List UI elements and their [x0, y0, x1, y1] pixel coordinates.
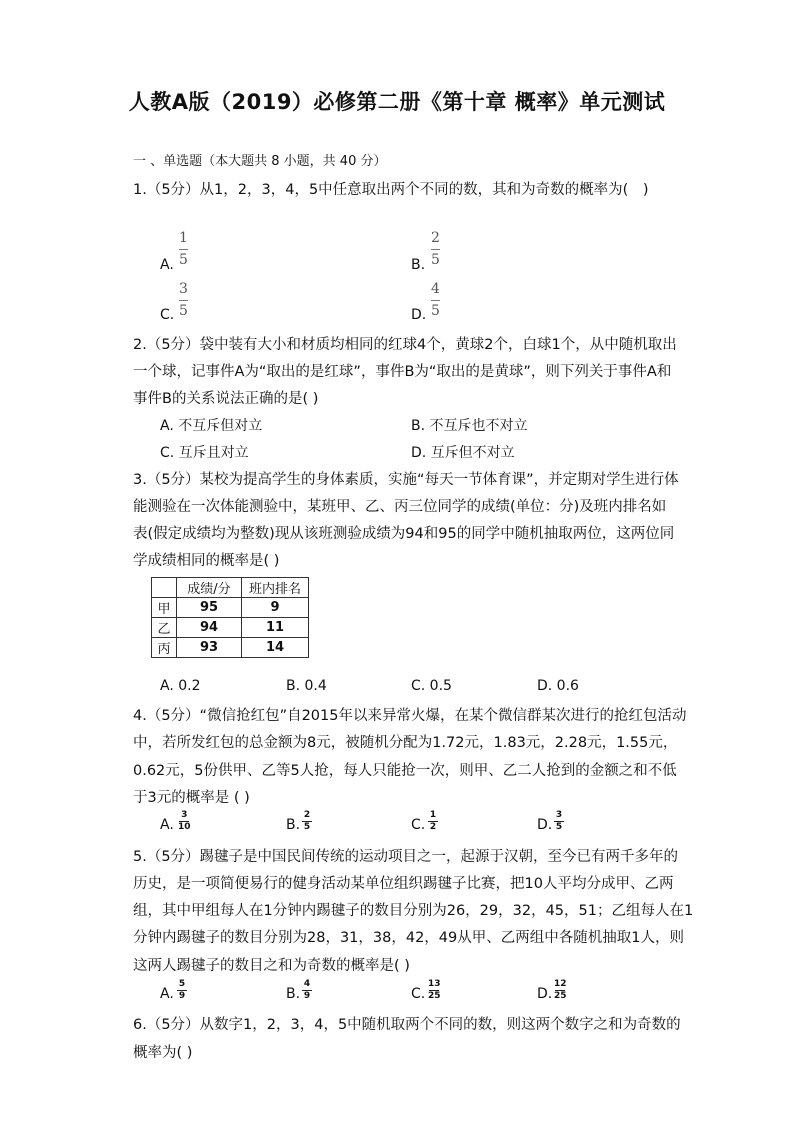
- q4-option-a-fraction: [178, 811, 191, 832]
- table-cell: 甲: [152, 598, 177, 618]
- table-cell: 94: [177, 618, 242, 638]
- fraction-bar: [431, 249, 440, 250]
- q1-option-a-fraction: [179, 231, 188, 267]
- table-row: [152, 638, 309, 658]
- fraction-denominator: 2: [429, 822, 437, 832]
- fraction-numerator: 3: [179, 281, 188, 297]
- fraction-denominator: 9: [303, 991, 311, 1001]
- q1-option-b-label: B.: [411, 257, 426, 273]
- q4-option-d-fraction: [554, 811, 564, 832]
- table-row: [152, 618, 309, 638]
- fraction-denominator: 5: [431, 303, 440, 319]
- q5-stem-line5: 这两人踢毽子的数目之和为奇数的概率是( ): [133, 958, 410, 974]
- q3-stem-line2: 能测验在一次体能测验中，某班甲、乙、丙三位同学的成绩(单位：分)及班内排名如: [133, 499, 667, 515]
- q1-option-d-label: D.: [411, 307, 427, 323]
- q2-stem-line1: 2.（5分）袋中装有大小和材质均相同的红球4个，黄球2个，白球1个，从中随机取出: [133, 337, 677, 353]
- q5-option-d-fraction: [554, 980, 567, 1001]
- fraction-denominator: 10: [178, 822, 191, 832]
- q1-option-c-fraction: [179, 282, 188, 318]
- q4-stem-line3: 0.62元，5份供甲、乙等5人抢，每人只能抢一次，则甲、乙二人抢到的金额之和不低: [133, 763, 677, 779]
- q5-stem-line4: 分钟内踢毽子的数目分别为28，31，38，42，49从甲、乙两组中各随机抽取1人，则: [133, 930, 684, 946]
- q4-stem-line1: 4.（5分）“微信抢红包”自2015年以来异常火爆，在某个微信群某次进行的抢红包活动: [133, 708, 687, 724]
- q5-option-d-label: D.: [537, 986, 553, 1002]
- fraction-numerator: 4: [431, 281, 440, 297]
- fraction-numerator: 2: [303, 810, 311, 820]
- q3-stem-line1: 3.（5分）某校为提高学生的身体素质，实施“每天一节体育课”，并定期对学生进行体: [133, 472, 679, 488]
- table-cell: 95: [177, 598, 242, 618]
- q4-option-a-label: A.: [160, 817, 174, 833]
- table-header-cell: [152, 578, 177, 598]
- table-cell: 11: [242, 618, 309, 638]
- q5-option-a-fraction: [177, 980, 187, 1001]
- q4-option-d-label: D.: [537, 817, 553, 833]
- section-header: 一 、单选题（本大题共 8 小题，共 40 分）: [133, 154, 387, 169]
- fraction-denominator: 5: [431, 252, 440, 268]
- q4-option-c-label: C.: [411, 817, 426, 833]
- q3-stem-line3: 表(假定成绩均为整数)现从该班测验成绩为94和95的同学中随机抽取两位，这两位同: [133, 526, 675, 542]
- q4-option-b-label: B.: [286, 817, 301, 833]
- q4-stem-line2: 中，若所发红包的总金额为8元，被随机分配为1.72元，1.83元，2.28元，1.55元，: [133, 735, 678, 751]
- q4-option-b-fraction: [302, 811, 312, 832]
- table-cell: 乙: [152, 618, 177, 638]
- fraction-denominator: 5: [179, 252, 188, 268]
- table-cell: 93: [177, 638, 242, 658]
- q3-option-a: A. 0.2: [160, 678, 201, 694]
- q5-option-b-fraction: [302, 980, 312, 1001]
- table-row: [152, 598, 309, 618]
- q3-option-c: C. 0.5: [411, 678, 452, 694]
- q1-option-d-fraction: [431, 282, 440, 318]
- q6-stem-line2: 概率为( ): [133, 1045, 193, 1061]
- q3-option-b: B. 0.4: [286, 678, 327, 694]
- table-header-row: [152, 578, 309, 598]
- q5-option-b-label: B.: [286, 986, 301, 1002]
- q4-option-c-fraction: [428, 811, 438, 832]
- q1-option-b-fraction: [431, 231, 440, 267]
- q1-stem: 1.（5分）从1，2，3，4，5中任意取出两个不同的数，其和为奇数的概率为( ): [133, 182, 649, 198]
- q2-option-a: A. 不互斥但对立: [160, 418, 263, 434]
- fraction-numerator: 13: [428, 979, 441, 989]
- q5-stem-line1: 5.（5分）踢毽子是中国民间传统的运动项目之一，起源于汉朝，至今已有两千多年的: [133, 849, 679, 865]
- q6-stem-line1: 6.（5分）从数字1，2，3，4，5中随机取两个不同的数，则这两个数字之和为奇数的: [133, 1017, 681, 1033]
- q5-option-c-fraction: [428, 980, 441, 1001]
- fraction-numerator: 3: [181, 810, 188, 820]
- q2-option-b: B. 不互斥也不对立: [411, 418, 528, 434]
- q2-stem-line2: 一个球，记事件A为“取出的是红球”，事件B为“取出的是黄球”，则下列关于事件A和: [133, 364, 672, 380]
- q2-stem-line3: 事件B的关系说法正确的是( ): [133, 391, 319, 407]
- fraction-denominator: 9: [178, 991, 186, 1001]
- fraction-numerator: 2: [431, 230, 440, 246]
- fraction-bar: [179, 300, 188, 301]
- fraction-bar: [179, 249, 188, 250]
- fraction-denominator: 25: [554, 991, 567, 1001]
- fraction-denominator: 5: [555, 822, 563, 832]
- q5-stem-line2: 历史，是一项简便易行的健身活动某单位组织踢毽子比赛，把10人平均分成甲、乙两: [133, 876, 674, 892]
- table-cell: 丙: [152, 638, 177, 658]
- fraction-bar: [431, 300, 440, 301]
- q5-option-c-label: C.: [411, 986, 426, 1002]
- q3-option-d: D. 0.6: [537, 678, 579, 694]
- q5-stem-line3: 组，其中甲组每人在1分钟内踢毽子的数目分别为26，29，32，45，51；乙组每人在1: [133, 903, 694, 919]
- page-title: 人教A版（2019）必修第二册《第十章 概率》单元测试: [128, 90, 666, 114]
- fraction-numerator: 4: [303, 979, 311, 989]
- table-cell: 14: [242, 638, 309, 658]
- fraction-numerator: 12: [554, 979, 567, 989]
- q1-option-c-label: C.: [160, 307, 175, 323]
- fraction-numerator: 1: [179, 230, 188, 246]
- fraction-numerator: 5: [178, 979, 186, 989]
- q4-stem-line4: 于3元的概率是 ( ): [133, 790, 250, 806]
- q5-option-a-label: A.: [160, 986, 174, 1002]
- table-header-cell: 班内排名: [242, 578, 309, 598]
- q3-score-table: [151, 577, 309, 658]
- fraction-denominator: 25: [428, 991, 441, 1001]
- table-cell: 9: [242, 598, 309, 618]
- fraction-denominator: 5: [303, 822, 311, 832]
- fraction-denominator: 5: [179, 303, 188, 319]
- q2-option-d: D. 互斥但不对立: [411, 445, 515, 461]
- q1-option-a-label: A.: [160, 257, 174, 273]
- fraction-numerator: 3: [555, 810, 563, 820]
- fraction-numerator: 1: [429, 810, 437, 820]
- table-header-cell: 成绩/分: [177, 578, 242, 598]
- q2-option-c: C. 互斥且对立: [160, 445, 249, 461]
- q3-stem-line4: 学成绩相同的概率是( ): [133, 553, 280, 569]
